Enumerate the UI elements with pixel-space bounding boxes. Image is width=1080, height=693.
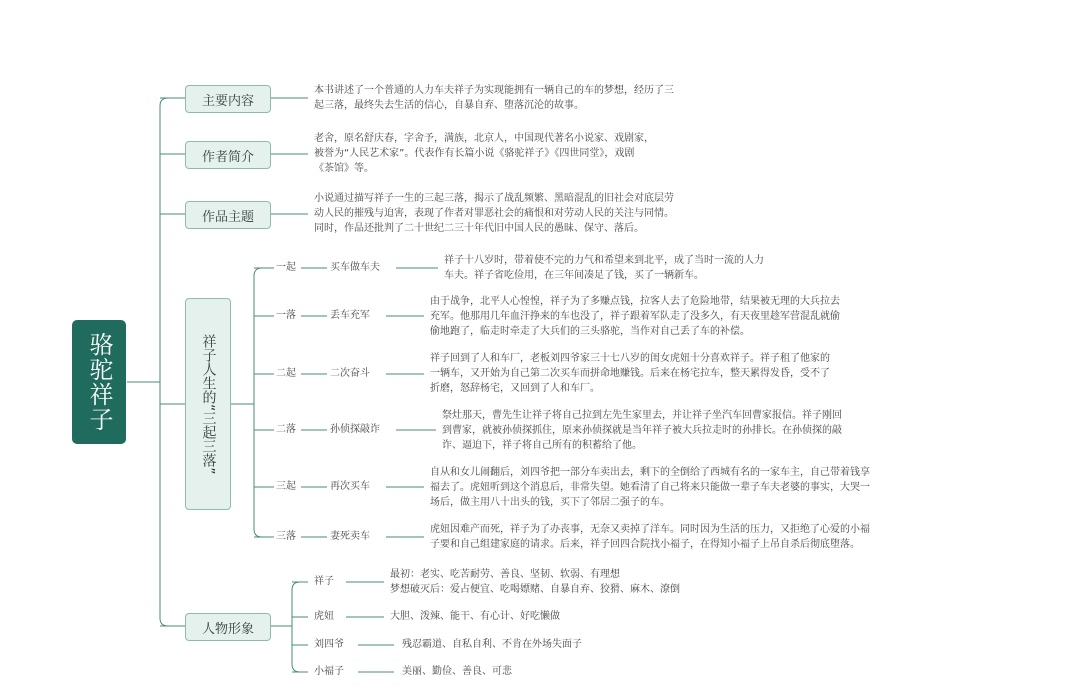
character-traits-xiangzi-1: 最初：老实、吃苦耐劳、善良、坚韧、软弱、有理想 bbox=[390, 569, 620, 580]
life-desc-3: 祥子回到了人和车厂，老板刘四爷家三十七八岁的闺女虎妞十分喜欢祥子。祥子租了他家的 一辆车，又开始为自己第二次买车而拼命地赚钱。后来在杨宅拉车，整天累得发昏，受不了 折磨，怒辞杨宅，又回到了人和车厂。 bbox=[430, 353, 830, 394]
theme-desc: 小说通过描写祥子一生的三起三落，揭示了战乱频繁、黑暗混乱的旧社会对底层劳 动人民的摧残与迫害，表现了作者对罪恶社会的痛恨和对劳动人民的关注与同情。 同时，作品还批判了二十世纪二三十年代旧中国人民的愚昧、保守、落后。 bbox=[314, 193, 674, 234]
life-desc-5: 自从和女儿闹翻后，刘四爷把一部分车卖出去，剩下的全倒给了西城有名的一家车主，自己带着钱享 福去了。虎妞听到这个消息后，非常失望。她看清了自己将来只能做一辈子车夫老婆的事实，大哭一 场后，做主用八十出头的钱，买下了邻居二强子的车。 bbox=[430, 467, 870, 508]
life-desc-6: 虎妞因难产而死，祥子为了办丧事，无奈又卖掉了洋车。同时因为生活的压力，又拒绝了心爱的小福 子要和自己组建家庭的请求。后来，祥子回四合院找小福子，在得知小福子上吊自杀后彻底堕落。 bbox=[430, 524, 870, 550]
author-desc: 老舍，原名舒庆春，字舍予，满族，北京人，中国现代著名小说家、戏剧家， 被誉为“人民艺术家”。代表作有长篇小说《骆驼祥子》《四世同堂》，戏剧 《茶馆》等。 bbox=[314, 133, 654, 174]
life-title-4: 孙侦探敲诈 bbox=[330, 424, 380, 435]
character-name-huniu: 虎妞 bbox=[314, 611, 334, 622]
character-name-liusiye: 刘四爷 bbox=[314, 639, 344, 650]
connector-characters-trunk bbox=[292, 582, 300, 672]
life-title-6: 妻死卖车 bbox=[330, 531, 370, 542]
life-desc-1: 祥子十八岁时，带着使不完的力气和希望来到北平，成了当时一流的人力 车夫。祥子省吃俭用，在三年间凑足了钱，买了一辆新车。 bbox=[444, 255, 764, 281]
node-theme: 作品主题 bbox=[185, 201, 271, 229]
node-author: 作者简介 bbox=[185, 141, 271, 169]
connector-life-trunk bbox=[254, 268, 262, 537]
life-stage-2: 一落 bbox=[276, 310, 296, 321]
character-name-xiaofuzi: 小福子 bbox=[314, 666, 344, 677]
life-stage-4: 二落 bbox=[276, 424, 296, 435]
life-title-1: 买车做车夫 bbox=[330, 262, 380, 273]
life-desc-4: 祭灶那天，曹先生让祥子将自己拉到左先生家里去，并让祥子坐汽车回曹家报信。祥子刚回 到曹家，就被孙侦探抓住，原来孙侦探就是当年祥子被大兵拉走时的孙排长。在孙侦探的敲 诈、逼迫下，祥子将自己所有的积蓄给了他。 bbox=[442, 410, 842, 451]
life-stage-3: 二起 bbox=[276, 368, 296, 379]
life-title-2: 丢车充军 bbox=[330, 310, 370, 321]
node-main-content: 主要内容 bbox=[185, 85, 271, 113]
node-life: 祥子人生的“三起三落” bbox=[185, 298, 231, 510]
node-characters: 人物形象 bbox=[185, 613, 271, 641]
life-title-3: 二次奋斗 bbox=[330, 368, 370, 379]
life-stage-1: 一起 bbox=[276, 262, 296, 273]
connector-trunk bbox=[160, 98, 168, 626]
character-name-xiangzi: 祥子 bbox=[314, 576, 334, 587]
character-traits-huniu: 大胆、泼辣、能干、有心计、好吃懒做 bbox=[390, 611, 560, 622]
life-stage-6: 三落 bbox=[276, 531, 296, 542]
life-title-5: 再次买车 bbox=[330, 481, 370, 492]
character-traits-xiaofuzi: 美丽、勤俭、善良、可悲 bbox=[402, 666, 512, 677]
life-desc-2: 由于战争，北平人心惶惶，祥子为了多赚点钱，拉客人去了危险地带，结果被无理的大兵拉去 充军。他那用几年血汗挣来的车也没了，祥子跟着军队走了没多久，有天夜里趁军营混乱就偷 偷地跑了，临走时牵走了大兵们的三头骆驼，当作对自己丢了车的补偿。 bbox=[430, 296, 840, 337]
main-content-desc: 本书讲述了一个普通的人力车夫祥子为实现能拥有一辆自己的车的梦想，经历了三 起三落，最终失去生活的信心，自暴自弃、堕落沉沦的故事。 bbox=[314, 85, 674, 111]
character-traits-liusiye: 残忍霸道、自私自利、不肯在外场失面子 bbox=[402, 639, 582, 650]
root-node-title: 骆驼祥子 bbox=[72, 320, 126, 444]
character-traits-xiangzi-2: 梦想破灭后：爱占便宜、吃喝嫖赌、自暴自弃、狡猾、麻木、潦倒 bbox=[390, 584, 680, 595]
life-stage-5: 三起 bbox=[276, 481, 296, 492]
